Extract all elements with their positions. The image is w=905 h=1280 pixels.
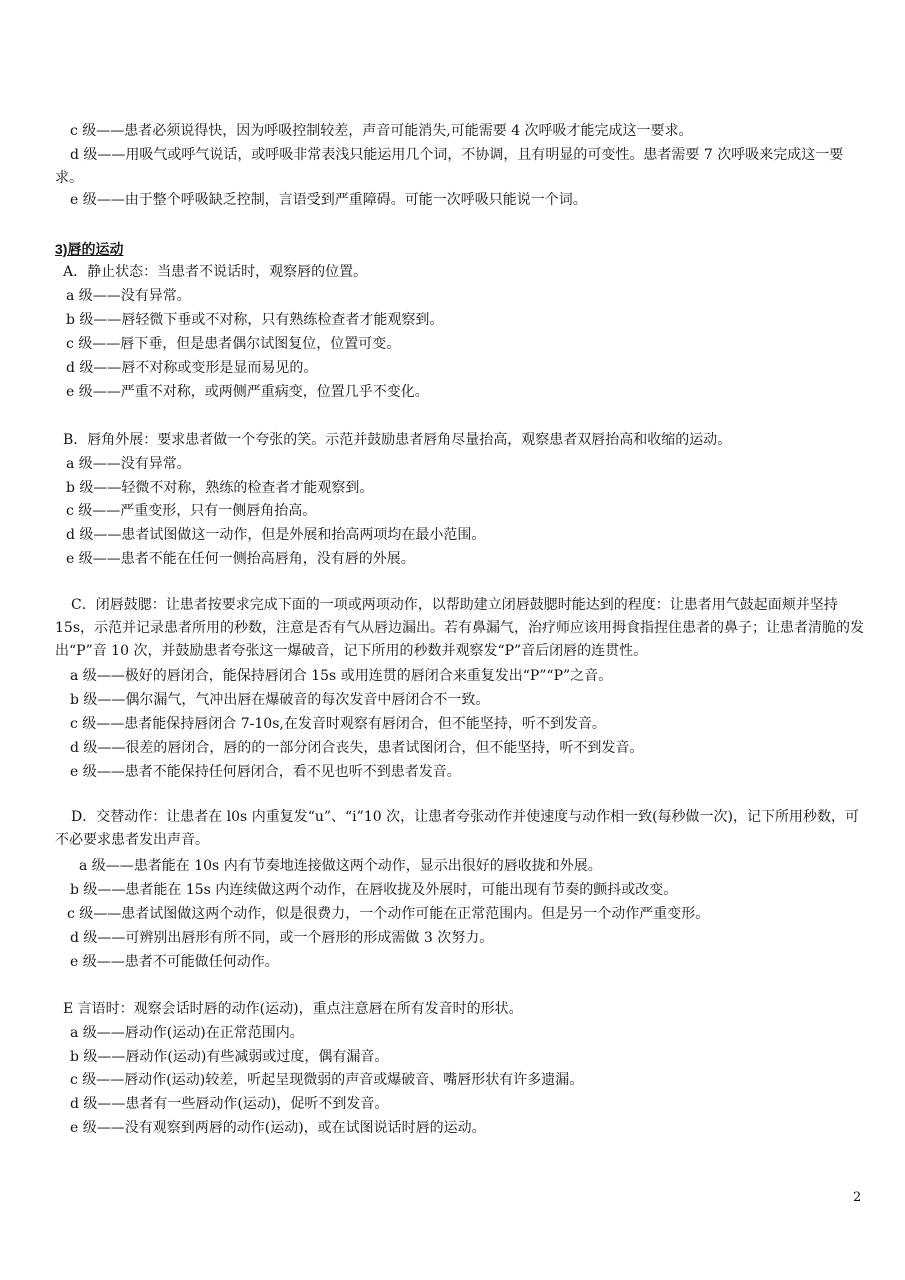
- d-grade-e: e 级——患者不可能做任何动作。: [70, 954, 279, 970]
- a-grade-a: a 级——没有异常。: [66, 288, 191, 304]
- d-grade-d: d 级——可辨别出唇形有所不同，或一个唇形的形成需做 3 次努力。: [70, 930, 494, 946]
- e-grade-c: c 级——唇动作(运动)较差，听起呈现微弱的声音或爆破音、嘴唇形状有许多遗漏。: [70, 1072, 584, 1088]
- b-grade-e: e 级——患者不能在任何一侧抬高唇角，没有唇的外展。: [66, 551, 415, 567]
- top-grade-e: e 级——由于整个呼吸缺乏控制，言语受到严重障碍。可能一次呼吸只能说一个词。: [70, 192, 587, 208]
- a-grade-e: e 级——严重不对称，或两侧严重病变，位置几乎不变化。: [66, 384, 429, 400]
- d-title: D．交替动作：让患者在 l0s 内重复发“u”、“i”10 次，让患者夸张动作并使速度与动作相一致(每秒做一次)，记下所用秒数，可不必要求患者发出声音。: [55, 809, 860, 848]
- c-grade-e: e 级——患者不能保持任何唇闭合，看不见也听不到患者发音。: [70, 764, 461, 780]
- c-grade-a: a 级——极好的唇闭合，能保持唇闭合 15s 或用连贯的唇闭合来重复发出“P”“P”之音。: [70, 668, 613, 684]
- b-grade-b: b 级——轻微不对称，熟练的检查者才能观察到。: [66, 480, 374, 496]
- d-grade-a: a 级——患者能在 10s 内有节奏地连接做这两个动作，显示出很好的唇收拢和外展。: [79, 858, 602, 874]
- e-grade-e: e 级——没有观察到两唇的动作(运动)，或在试图说话时唇的运动。: [70, 1120, 486, 1136]
- a-grade-b: b 级——唇轻微下垂或不对称，只有熟练检查者才能观察到。: [66, 312, 444, 328]
- a-grade-d: d 级——唇不对称或变形是显而易见的。: [66, 360, 318, 376]
- a-grade-c: c 级——唇下垂，但是患者偶尔试图复位，位置可变。: [66, 336, 401, 352]
- c-title: C．闭唇鼓腮：让患者按要求完成下面的一项或两项动作，以帮助建立闭唇鼓腮时能达到的程度：让患者用气鼓起面颊并坚持 15s，示范并记录患者所用的秒数，注意是否有气从唇边漏出。若有鼻漏气，治疗师应该用拇食指捏住患者的鼻子；让患者清脆的发出“P”音 10 次，并鼓励患者夸张这一爆破音，记下所用的秒数并观察发“P”音后闭唇的连贯性。: [55, 597, 864, 659]
- e-title: E 言语时：观察会话时唇的动作(运动)，重点注意唇在所有发音时的形状。: [63, 1001, 523, 1017]
- b-grade-a: a 级——没有异常。: [66, 456, 191, 472]
- d-grade-c: c 级——患者试图做这两个动作，似是很费力，一个动作可能在正常范围内。但是另一个动作严重变形。: [67, 906, 710, 922]
- e-grade-d: d 级——患者有一些唇动作(运动)，促听不到发音。: [70, 1096, 389, 1112]
- c-grade-b: b 级——偶尔漏气，气冲出唇在爆破音的每次发音中唇闭合不一致。: [70, 692, 490, 708]
- section-heading: 3)唇的运动: [55, 241, 124, 257]
- c-grade-d: d 级——很差的唇闭合，唇的的一部分闭合丧失，患者试图闭合，但不能坚持，听不到发音。: [70, 740, 644, 756]
- b-title: B．唇角外展：要求患者做一个夸张的笑。示范并鼓励患者唇角尽量抬高，观察患者双唇抬高和收缩的运动。: [63, 432, 732, 448]
- b-grade-d: d 级——患者试图做这一动作，但是外展和抬高两项均在最小范围。: [66, 527, 486, 543]
- top-grade-c: c 级——患者必须说得快，因为呼吸控制较差，声音可能消失,可能需要 4 次呼吸才能完成这一要求。: [70, 123, 693, 139]
- d-grade-b: b 级——患者能在 15s 内连续做这两个动作，在唇收拢及外展时，可能出现有节奏的颤抖或改变。: [70, 882, 678, 898]
- c-grade-c: c 级——患者能保持唇闭合 7-10s,在发音时观察有唇闭合，但不能坚持，听不到发音。: [70, 716, 606, 732]
- b-grade-c: c 级——严重变形，只有一侧唇角抬高。: [66, 503, 317, 519]
- page-number: 2: [853, 1190, 862, 1205]
- e-grade-a: a 级——唇动作(运动)在正常范围内。: [70, 1025, 304, 1041]
- a-title: A．静止状态：当患者不说话时，观察唇的位置。: [63, 264, 368, 280]
- e-grade-b: b 级——唇动作(运动)有些减弱或过度，偶有漏音。: [70, 1049, 389, 1065]
- top-grade-d: d 级——用吸气或呼气说话，或呼吸非常表浅只能运用几个词，不协调，且有明显的可变性。患者需要 7 次呼吸来完成这一要求。: [55, 147, 844, 186]
